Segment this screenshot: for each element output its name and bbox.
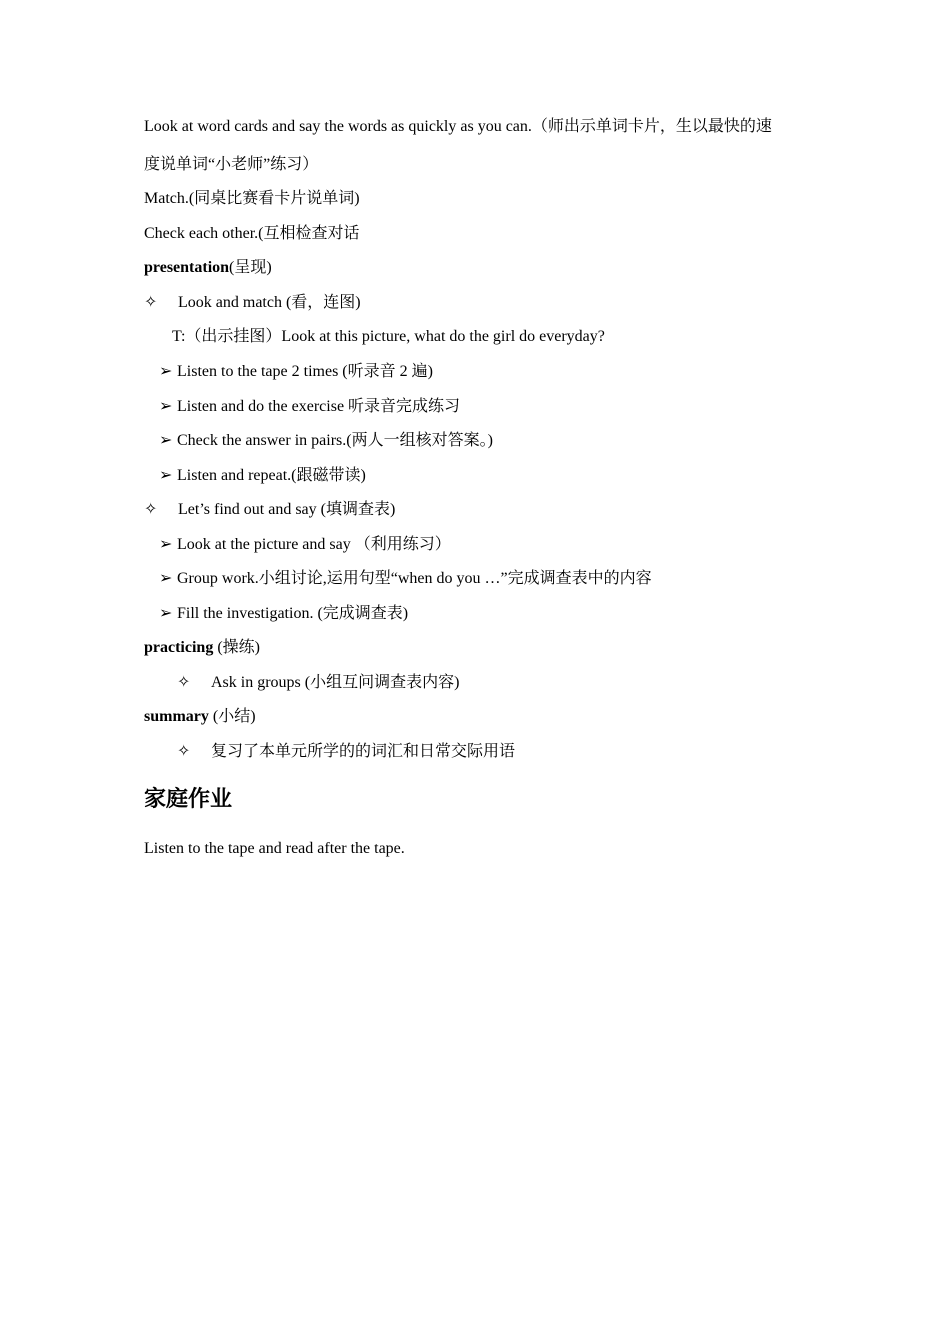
arrow-bullet-icon: ➢	[159, 570, 173, 587]
star-bullet-icon: ✧	[177, 674, 191, 691]
list-item	[159, 604, 408, 624]
list-item-text: Ask in groups (小组互问调查表内容)	[211, 674, 460, 691]
arrow-bullet-icon: ➢	[159, 605, 173, 622]
arrow-bullet-icon: ➢	[159, 432, 173, 449]
star-bullet-icon: ✧	[144, 501, 158, 518]
heading-label: summary	[144, 708, 209, 725]
list-item	[159, 569, 652, 589]
section-heading-practicing	[144, 638, 260, 658]
list-item-text: Look and match (看，连图)	[178, 294, 361, 311]
text-line: Listen to the tape and read after the tape.	[144, 840, 405, 857]
list-item	[159, 431, 493, 451]
list-item	[144, 293, 361, 313]
arrow-bullet-icon: ➢	[159, 536, 173, 553]
text-line: Match.(同桌比赛看卡片说单词)	[144, 190, 360, 207]
heading-note: (小结)	[208, 708, 256, 725]
star-bullet-icon: ✧	[144, 294, 158, 311]
heading-note: (呈现)	[229, 259, 272, 276]
list-item	[159, 397, 460, 417]
list-item-text: 复习了本单元所学的的词汇和日常交际用语	[211, 743, 516, 760]
list-item-text: Listen and repeat.(跟磁带读)	[177, 467, 366, 484]
list-item	[159, 362, 433, 382]
list-item	[159, 466, 366, 486]
arrow-bullet-icon: ➢	[159, 363, 173, 380]
text-line: Look at word cards and say the words as quickly as you can.（师出示单词卡片，生以最快的速	[144, 118, 772, 135]
list-item-text: Listen and do the exercise 听录音完成练习	[177, 398, 461, 415]
list-item-text: Let’s find out and say (填调查表)	[178, 501, 396, 518]
list-item	[177, 673, 459, 693]
star-bullet-icon: ✧	[177, 743, 191, 760]
list-item-text: Check the answer in pairs.(两人一组核对答案。)	[177, 432, 493, 449]
list-item-text: Fill the investigation. (完成调查表)	[177, 605, 409, 622]
list-item	[159, 535, 451, 555]
text-line: 度说单词“小老师”练习）	[144, 156, 319, 173]
section-heading-summary	[144, 707, 256, 727]
heading-label: practicing	[144, 639, 214, 656]
list-item-text: Look at the picture and say （利用练习）	[177, 536, 451, 553]
section-heading-presentation	[144, 258, 272, 278]
arrow-bullet-icon: ➢	[159, 467, 173, 484]
text-line: Check each other.(互相检查对话	[144, 225, 360, 242]
list-item-text: Group work.小组讨论,运用句型“when do you …”完成调查表中的内容	[177, 570, 652, 587]
homework-heading: 家庭作业	[144, 787, 233, 812]
list-item	[144, 500, 395, 520]
list-item-text: Listen to the tape 2 times (听录音 2 遍)	[177, 363, 433, 380]
list-item	[177, 742, 515, 762]
heading-label: presentation	[144, 259, 230, 276]
text-line: T:（出示挂图）Look at this picture, what do the girl do everyday?	[172, 328, 605, 345]
arrow-bullet-icon: ➢	[159, 398, 173, 415]
heading-note: (操练)	[213, 639, 260, 656]
